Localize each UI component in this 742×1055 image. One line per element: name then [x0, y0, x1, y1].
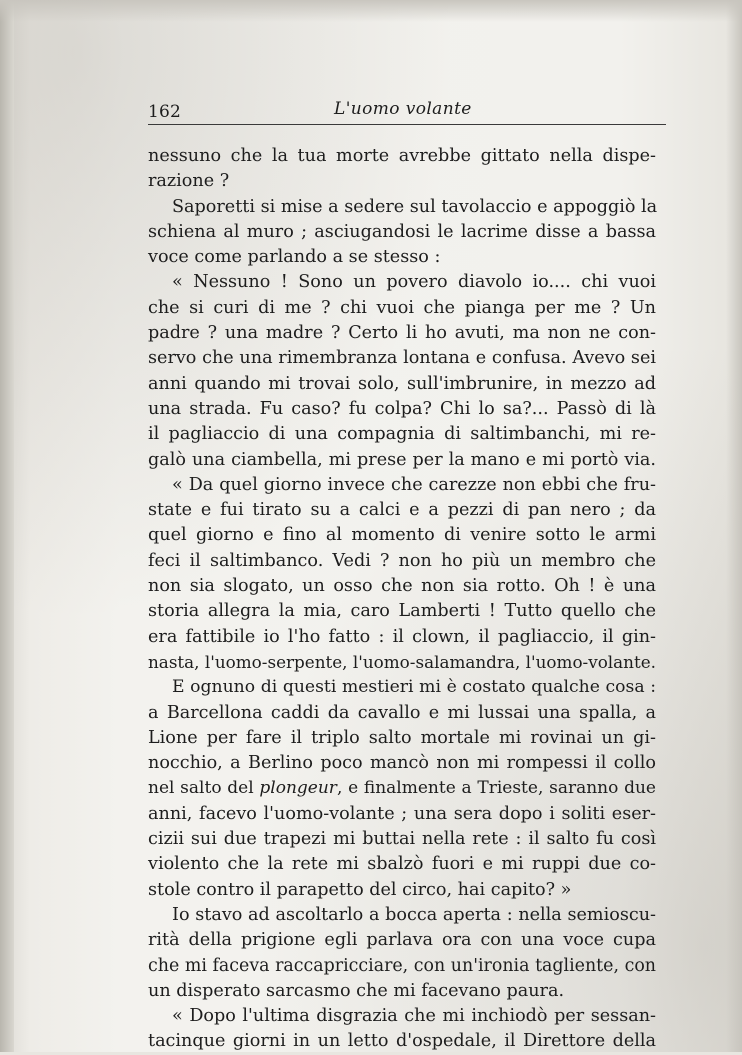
text-line: state e fui tirato su a calci e a pezzi di pan nero ; da	[148, 500, 656, 521]
text-line: schiena al muro ; asciugandosi le lacrime disse a bassa	[148, 221, 656, 242]
text-line: tacinque giorni in un letto d'ospedale, il Direttore della	[148, 1031, 656, 1052]
text-line: rità della prigione egli parlava ora con una voce cupa	[148, 930, 656, 951]
text-line: il pagliaccio di una compagnia di saltimbanchi, mi re-	[148, 424, 656, 445]
page-top-shadow	[0, 0, 742, 22]
text-line: violento che la rete mi sbalzò fuori e mi ruppi due co-	[148, 854, 656, 875]
text-line: stole contro il parapetto del circo, hai capito? »	[148, 879, 572, 900]
text-line: cizii sui due trapezi mi buttai nella rete : il salto fu così	[148, 829, 656, 850]
text-line: nessuno che la tua morte avrebbe gittato nella dispe-	[148, 146, 656, 166]
italic-word: plongeur	[259, 778, 337, 799]
page-number: 162	[148, 102, 182, 122]
text-line: era fattibile io l'ho fatto : il clown, il pagliaccio, il gin-	[148, 626, 656, 647]
text-line: anni, facevo l'uomo-volante ; una sera dopo i soliti eser-	[148, 803, 656, 824]
text-line: « Nessuno ! Sono un povero diavolo io.... chi vuoi	[172, 272, 656, 293]
text-line: anni quando mi trovai solo, sull'imbrunire, in mezzo ad	[148, 373, 656, 394]
text-line: Io stavo ad ascoltarlo a bocca aperta : nella semioscu-	[172, 904, 656, 925]
text-line: razione ?	[148, 171, 230, 192]
text-line: storia allegra la mia, caro Lamberti ! Tutto quello che	[148, 601, 656, 622]
text-line: quel giorno e fino al momento di venire sotto le armi	[148, 525, 656, 546]
text-line: nel salto del plongeur, e finalmente a Trieste, saranno due	[148, 778, 656, 799]
text-line: una strada. Fu caso? fu colpa? Chi lo sa?... Passò di là	[148, 398, 656, 419]
text-line: a Barcellona caddi da cavallo e mi lussai una spalla, a	[148, 702, 656, 723]
text-line: nasta, l'uomo-serpente, l'uomo-salamandra, l'uomo-volante.	[148, 651, 656, 672]
text-line: nocchio, a Berlino poco mancò non mi rompessi il collo	[148, 753, 656, 774]
text-line: padre ? una madre ? Certo li ho avuti, ma non ne con-	[148, 323, 656, 344]
text-line: voce come parlando a se stesso :	[148, 247, 441, 268]
page-binding-shadow	[0, 0, 14, 1052]
text-line: « Da quel giorno invece che carezze non ebbi che fru-	[172, 474, 656, 495]
text-line: che si curi di me ? chi vuoi che pianga per me ? Un	[148, 297, 656, 318]
text-line: Saporetti si mise a sedere sul tavolaccio e appoggiò la	[172, 196, 658, 217]
text-line: un disperato sarcasmo che mi facevano paura.	[148, 980, 565, 1001]
text-line: non sia slogato, un osso che non sia rotto. Oh ! è una	[148, 576, 656, 597]
page-header	[148, 96, 666, 124]
header-rule	[148, 124, 666, 125]
text-line: E ognuno di questi mestieri mi è costato qualche cosa :	[172, 677, 656, 698]
text-line: galò una ciambella, mi prese per la mano e mi portò via.	[148, 449, 656, 470]
text-line: « Dopo l'ultima disgrazia che mi inchiodò per sessan-	[172, 1006, 656, 1027]
text-line: che mi faceva raccapricciare, con un'ironia tagliente, con	[148, 955, 656, 976]
body-text	[148, 144, 656, 1055]
page-edge-shadow	[726, 0, 742, 1052]
running-title: L'uomo volante	[334, 99, 472, 119]
text-line: servo che una rimembranza lontana e confusa. Avevo sei	[148, 348, 656, 369]
text-line: Lione per fare il triplo salto mortale mi rovinai un gi-	[148, 727, 656, 748]
text-line: feci il saltimbanco. Vedi ? non ho più un membro che	[148, 550, 656, 571]
